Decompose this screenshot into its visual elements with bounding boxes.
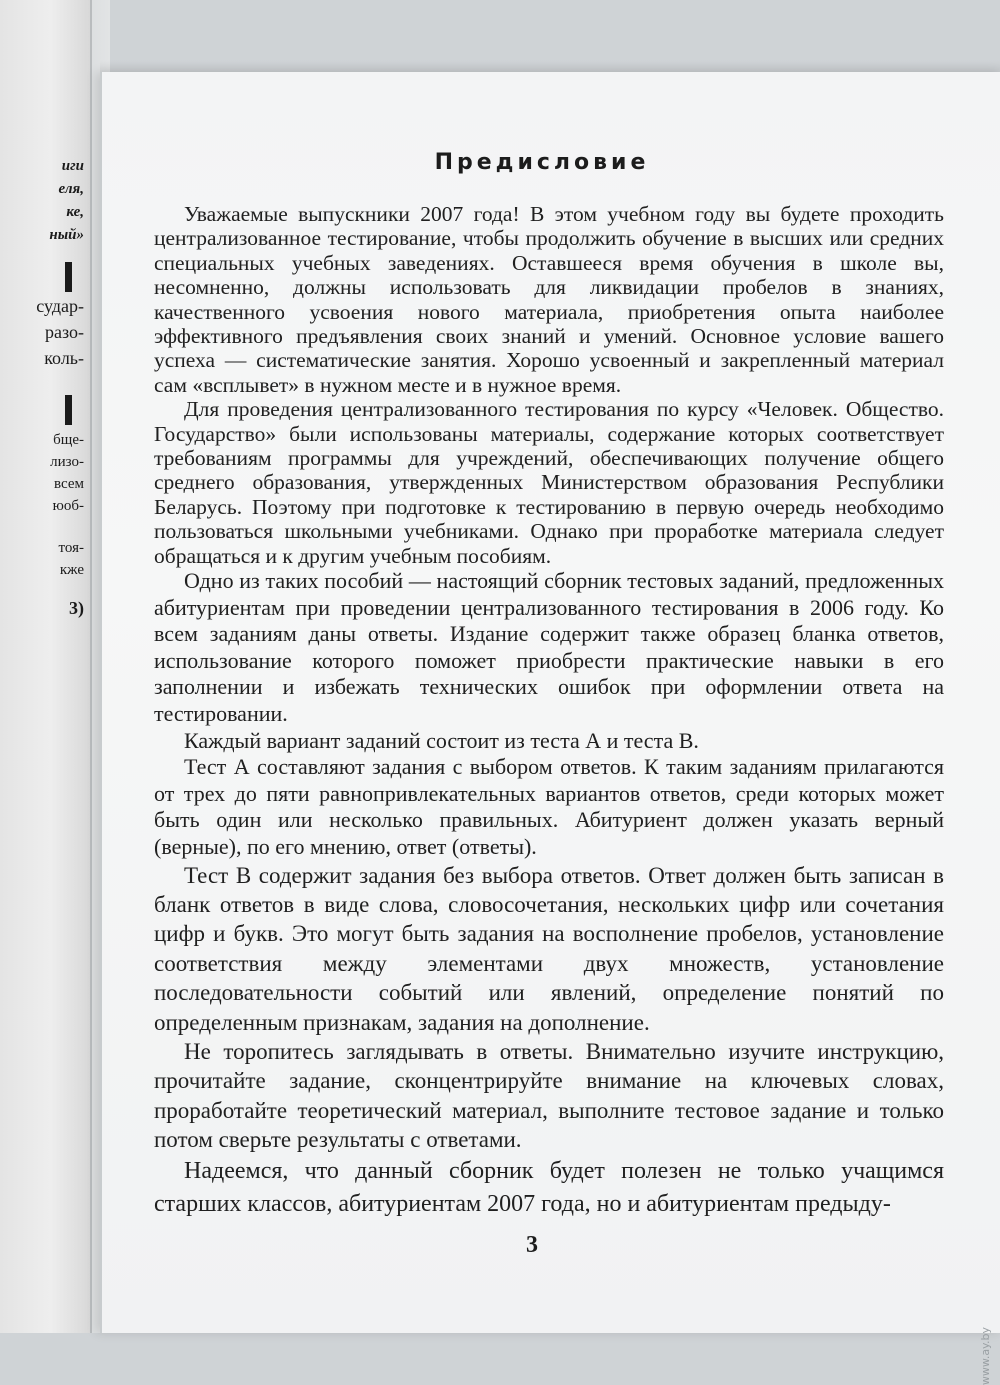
left-fragment: иги [61, 158, 84, 174]
left-fragment: бще- [53, 432, 84, 448]
paragraph: Надеемся, что данный сборник будет полезен не только учащимся старших классов, абитуриентам 2007 года, но и абитуриентам предыду- [154, 1157, 944, 1217]
paragraph: Не торопитесь заглядывать в ответы. Внимательно изучите инструкцию, прочитайте задание, сконцентрируйте внимание на ключевых словах, проработайте теоретический материал, выполните тестовое задание и только потом сверьте результаты с ответами. [154, 1039, 944, 1153]
paragraph: Уважаемые выпускники 2007 года! В этом учебном году вы будете проходить централизованное тестирование, чтобы продолжить обучение в высших или средних специальных учебных заведениях. Оставшееся время обучения в школе вы, несомненно, должны использовать для ликвидации пробелов в знаниях, качественного усвоения нового материала, приобретения опыта наиболее эффективного предъявления своих знаний и умений. Основное условие вашего успеха — систематические занятия. Хорошо усвоенный и закрепленный материал сам «всплывет» в нужном месте и в нужное время. [154, 202, 944, 397]
left-fragment: коль- [44, 348, 84, 368]
left-fragment: тоя- [58, 540, 84, 556]
paragraph: Тест В содержит задания без выбора ответов. Ответ должен быть записан в бланк ответов в виде слова, словосочетания, нескольких цифр или сочетания цифр и букв. Это могут быть задания на восполнение пробелов, установление соответствия между элементами двух множеств, установление последовательности событий или явлений, определение понятий по определенным признакам, задания на дополнение. [154, 862, 944, 1035]
paragraph: Каждый вариант заданий состоит из теста А и теста В. [184, 727, 699, 753]
left-fragment: разо- [45, 322, 84, 342]
left-fragment: еля, [58, 181, 84, 197]
left-fragment: юоб- [52, 498, 84, 514]
book-page [100, 72, 1000, 1333]
left-page-edge [0, 0, 92, 1333]
left-black-bar [65, 395, 72, 425]
page-body [154, 202, 944, 1221]
left-black-bar [65, 262, 72, 292]
left-fragment: 3) [69, 598, 84, 618]
paragraph: Для проведения централизованного тестирования по курсу «Человек. Общество. Государство» были использованы материалы, содержание которых соответствует требованиям программы для учреждений, обеспечивающих получение общего среднего образования, утвержденных Министерством образования Республики Беларусь. Поэтому при подготовке к тестированию в первую очередь необходимо пользоваться школьными учебниками. Однако при проработке материала следует обращаться и к другим учебным пособиям. [154, 397, 944, 568]
page-title: Предисловие [434, 150, 650, 175]
left-fragment: ный» [49, 227, 84, 243]
paragraph: Тест А составляют задания с выбором ответов. К таким заданиям прилагаются от трех до пяти равнопривлекательных вариантов ответов, среди которых может быть один или несколько правильных. Абитуриент должен указать верный (верные), по его мнению, ответ (ответы). [154, 754, 944, 860]
left-fragment: кже [59, 562, 84, 578]
watermark: www.ay.by [979, 1327, 992, 1385]
paragraph: Одно из таких пособий — настоящий сборник тестовых заданий, предложенных абитуриентам при проведении централизованного тестирования в 2006 году. Ко всем заданиям даны ответы. Издание содержит также образец бланка ответов, использование которого поможет приобрести практические навыки в его заполнении и избежать технических ошибок при оформлении ответа на тестировании. [154, 568, 944, 727]
page-number: 3 [526, 1232, 538, 1258]
left-fragment: лизо- [50, 454, 84, 470]
left-fragment: ке, [66, 204, 84, 220]
left-fragment: судар- [36, 296, 84, 316]
left-fragment: всем [54, 476, 84, 492]
